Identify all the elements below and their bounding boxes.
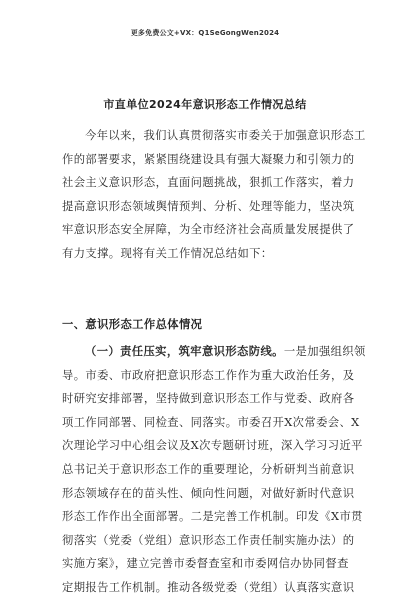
paragraph-line: 时研究安排部署，坚持做到意识形态工作与党委、政府各	[62, 392, 355, 406]
paragraph-line: 次理论学习中心组会议及X次专题研讨班，深入学习习近平	[62, 439, 363, 453]
paragraph-line: 有力支撑。现将有关工作情况总结如下：	[62, 246, 273, 260]
paragraph-line: 形态领域存在的苗头性、倾向性问题，对做好新时代意识	[62, 486, 355, 500]
subsection-paragraph	[62, 340, 366, 600]
paragraph-line: 社会主义意识形态，直面问题挑战，狠抓工作落实，着力	[62, 176, 355, 190]
paragraph-text: 一是加强组织领	[283, 345, 366, 358]
paragraph-line: 形态工作作出全面部署。二是完善工作机制。印发《X市贯	[62, 510, 363, 524]
paragraph-line: 项工作同部署、同检查、同落实。市委召开X次常委会、X	[62, 415, 360, 429]
paragraph-line: 导。市委、市政府把意识形态工作作为重大政治任务，及	[62, 368, 355, 382]
paragraph-line: 作的部署要求，紧紧围绕建设具有强大凝聚力和引领力的	[62, 152, 355, 166]
paragraph-line: 实施方案》，建立完善市委督查室和市委网信办协同督查	[62, 557, 349, 571]
header-note: 更多免费公文+VX：Q1SeGongWen2024	[130, 29, 280, 37]
paragraph-line: 牢意识形态安全屏障，为全市经济社会高质量发展提供了	[62, 223, 355, 237]
section-heading: 一、意识形态工作总体情况	[62, 318, 203, 331]
paragraph-line: 今年以来，我们认真贯彻落实市委关于加强意识形态工	[85, 129, 366, 142]
subsection-heading: （一）责任压实，筑牢意识形态防线。	[85, 345, 284, 358]
document-title: 市直单位2024年意识形态工作情况总结	[103, 98, 307, 111]
paragraph-line: 提高意识形态领域舆情预判、分析、处理等能力，坚决筑	[62, 199, 355, 213]
paragraph-line	[62, 340, 366, 364]
paragraph-line: 彻落实（党委（党组）意识形态工作责任制实施办法）的	[62, 533, 355, 547]
paragraph-line: 定期报告工作机制。推动各级党委（党组）认真落实意识	[62, 580, 355, 594]
paragraph-line: 总书记关于意识形态工作的重要理论，分析研判当前意识	[62, 462, 355, 476]
intro-paragraph	[62, 124, 366, 266]
